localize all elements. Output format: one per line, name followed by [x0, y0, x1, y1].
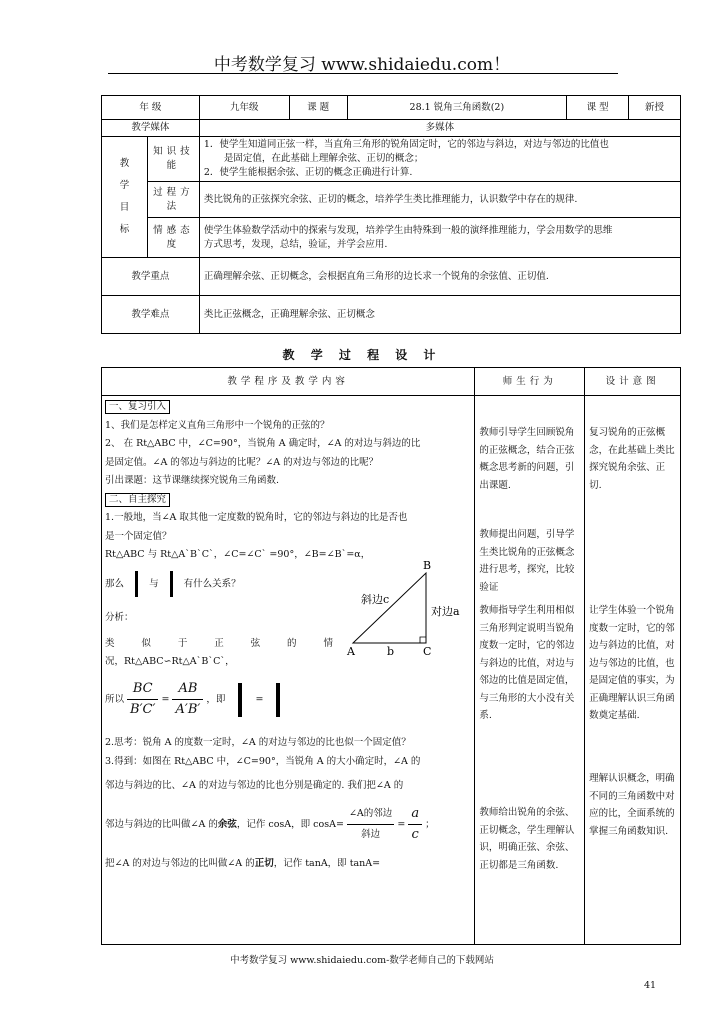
part1-line: 引出课题：这节课继续探究锐角三角函数.: [105, 475, 280, 486]
relation-label: 有什么关系？: [183, 578, 241, 589]
section-title: 教 学 过 程 设 计: [282, 348, 442, 362]
similar-char: 情: [323, 637, 333, 649]
part2-line: 是一个固定值？: [105, 530, 172, 542]
tan-post: ，记作 tanA，即 tanA=: [273, 857, 381, 869]
page-number: 41: [644, 980, 657, 991]
fraction-bc: [127, 679, 158, 720]
teacher-2: 教师提出问题，引导学生类比锐角的正弦概念进行思考，探究，比较验证: [479, 529, 575, 593]
part1-title: 一、复习引入: [105, 400, 170, 414]
frac-num: BC: [127, 679, 158, 700]
intent-2: 让学生体验一个锐角度数一定时，它的邻边与斜边的比值，对边与邻边的比值，也是固定值的事实，为正确理解认识三角函数奠定基础.: [589, 605, 675, 721]
blank-bar: [170, 571, 173, 597]
tan-pre: 把∠A 的对边与邻边的比叫做∠A 的: [105, 857, 255, 869]
intent-3: 理解认识概念，明确不同的三角函数中对应的比，全面系统的掌握三角函数知识.: [589, 773, 675, 837]
goals-label-char: 教: [119, 158, 130, 169]
equals-sign: =: [161, 694, 170, 705]
header-rule: [108, 73, 618, 74]
goal-label-process: 过程方法: [147, 182, 199, 218]
cos-word: 余弦: [217, 818, 237, 830]
part2-line: Rt△ABC 与 Rt△A`B`C`，∠C=∠C` =90°，∠B=∠B`=α，: [105, 549, 371, 560]
intent-1: 复习锐角的正弦概念，在此基础上类比探究锐角余弦、正切.: [589, 427, 675, 491]
triangle-shape: [353, 573, 426, 643]
type-value: 新授: [629, 96, 681, 120]
type-label: 课 型: [567, 96, 629, 120]
actions-cell: [475, 396, 585, 945]
similar-line2: 况，Rt△ABC∽Rt△A`B`C`，: [105, 655, 235, 667]
frac-den: A′B′: [175, 702, 201, 717]
ji-label: ，即: [206, 694, 226, 705]
goals-label: [102, 137, 148, 258]
topic-value: 28.1 锐角三角函数(2): [347, 96, 567, 120]
teacher-3: 教师指导学生利用相似三角形判定说明当锐角度数一定时，它的邻边与斜边的比值，对边与邻边的比值是固定值，与三角形的大小没有关系.: [479, 605, 575, 721]
part1-line: 2、 在 Rt△ABC 中，∠C=90°，当锐角 A 确定时，∠A 的对边与斜边的比: [105, 438, 421, 449]
similar-char: 正: [214, 637, 224, 649]
goal-knowledge: [199, 137, 680, 182]
col-actions: 师生行为: [475, 368, 585, 396]
goal-line: 使学生体验数学活动中的探索与发现，培养学生由特殊到一般的演绎推理能力，学会用数学的思维: [203, 224, 613, 236]
process-table: [101, 367, 681, 945]
blank-bar: [276, 683, 280, 717]
page-header: 中考数学复习 www.shidaiedu.com！: [213, 55, 511, 75]
cos-end: ；: [425, 818, 435, 830]
similar-char: 似: [141, 637, 151, 649]
goal-line: 方式思考，发现，总结，验证，并学会应用.: [203, 238, 388, 250]
blank-bar: [135, 571, 138, 597]
goal-line: 2．使学生能根据余弦、正切的概念正确进行计算.: [203, 167, 413, 178]
side-b: b: [387, 644, 395, 657]
vertex-b: B: [423, 558, 432, 572]
similar-char: 弦: [250, 637, 261, 649]
cos-post: ，记作 cosA，即 cosA=: [236, 818, 344, 830]
similar-line: [105, 635, 333, 654]
media-value: 多媒体: [199, 120, 680, 137]
side-hyp: 斜边c: [361, 592, 390, 606]
frac-num: a: [408, 804, 422, 825]
then-label: 那么: [105, 578, 125, 589]
key-label: 教学重点: [102, 258, 200, 296]
content-cell: [102, 396, 475, 945]
goal-label-knowledge: 知识技能: [147, 137, 199, 182]
frac-den: 斜边: [361, 828, 381, 840]
goal-line: 1．使学生知道同正弦一样，当直角三角形的锐角固定时，它的邻边与斜边，对边与邻边的比值也: [203, 139, 609, 150]
key-value: 正确理解余弦、正切概念，会根据直角三角形的边长求一个锐角的余弦值、正切值.: [199, 258, 680, 296]
part1-line: 1、我们是怎样定义直角三角形中一个锐角的正弦的？: [105, 419, 330, 431]
triangle-figure: [343, 559, 471, 657]
grade-label: 年 级: [102, 96, 200, 120]
cos-fraction-ac: [408, 804, 422, 845]
frac-den: c: [411, 826, 419, 842]
teacher-1: 教师引导学生回顾锐角的正弦概念，结合正弦概念思考新的问题，引出课题.: [479, 427, 575, 491]
vertex-c: C: [423, 644, 432, 657]
part2-title: 二、自主探究: [105, 493, 170, 507]
goals-label-char: 标: [119, 224, 130, 235]
frac-den: B′C′: [130, 702, 156, 717]
with-label: 与: [149, 578, 159, 589]
result-line: 邻边与斜边的比、∠A 的对边与邻边的比也分别是确定的. 我们把∠A 的: [105, 780, 404, 791]
fraction-ab: [172, 679, 203, 720]
tan-word: 正切: [254, 857, 274, 869]
so-label: 所以: [105, 694, 125, 705]
equals-sign: =: [397, 818, 406, 830]
media-label: 教学媒体: [102, 120, 200, 137]
goal-line: 是固定值，在此基础上理解余弦、正切的概念；: [223, 153, 424, 164]
side-opp: 对边a: [431, 604, 460, 618]
analysis-label: 分析：: [105, 611, 134, 623]
col-intent: 设计意图: [585, 368, 681, 396]
equals-sign: =: [255, 694, 264, 705]
result-line: 3.得到：如图在 Rt△ABC 中，∠C=90°，当锐角 A 的大小确定时，∠A 的: [105, 755, 421, 767]
page-footer: 中考数学复习 www.shidaiedu.com-数学老师自己的下载网站: [230, 955, 494, 966]
goals-label-char: 目: [119, 202, 130, 213]
diff-label: 教学难点: [102, 296, 200, 334]
blank-bar: [238, 683, 242, 717]
similar-char: 的: [287, 637, 297, 649]
think-line: 2.思考：锐角 A 的度数一定时，∠A 的对边与邻边的比也似一个固定值？: [105, 737, 411, 748]
frac-num: AB: [172, 679, 203, 700]
goals-label-char: 学: [119, 180, 130, 191]
lesson-info-table: [101, 95, 681, 334]
goal-emotion: [199, 218, 680, 258]
triangle-block: [105, 558, 471, 657]
right-angle-mark: [420, 637, 426, 643]
goal-process: 类比锐角的正弦探究余弦、正切的概念，培养学生类比推理能力，认识数学中存在的规律.: [199, 182, 680, 218]
vertex-a: A: [347, 644, 355, 657]
diff-value: 类比正弦概念，正确理解余弦、正切概念: [199, 296, 680, 334]
grade-value: 九年级: [199, 96, 289, 120]
intent-cell: [585, 396, 681, 945]
cos-fraction: [347, 804, 394, 845]
similar-char: 类: [105, 637, 115, 649]
goal-label-emotion: 情感态度: [147, 218, 199, 258]
part1-line: 是固定值。∠A 的邻边与斜边的比呢？∠A 的对边与邻边的比呢？: [105, 456, 379, 468]
part2-line: 1.一般地，当∠A 取其他一定度数的锐角时，它的邻边与斜边的比是否也: [105, 512, 408, 523]
teacher-4: 教师给出锐角的余弦、正切概念，学生理解认识，明确正弦、余弦、正切都是三角函数.: [479, 807, 575, 871]
frac-num: ∠A的邻边: [347, 804, 394, 825]
topic-label: 课 题: [289, 96, 347, 120]
col-content: 教学程序及教学内容: [102, 368, 475, 396]
similar-char: 于: [177, 637, 188, 649]
cos-pre: 邻边与斜边的比叫做∠A 的: [105, 818, 218, 830]
